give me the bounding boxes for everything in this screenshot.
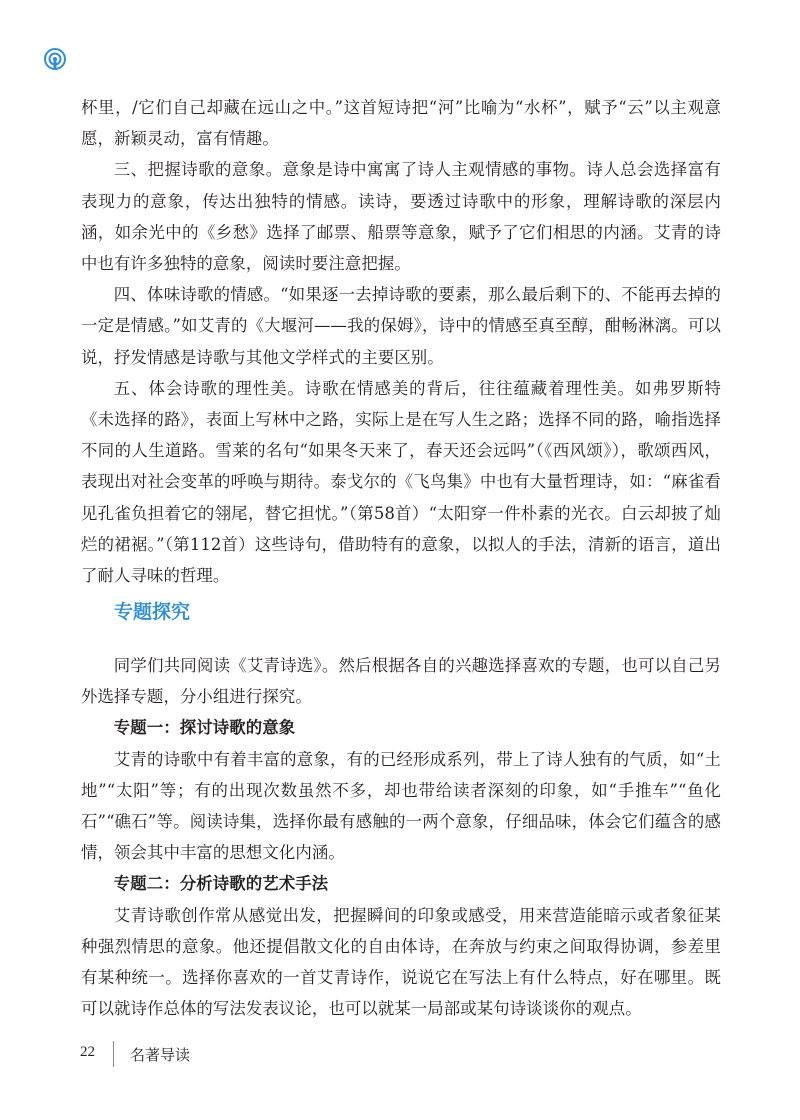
topic2-title: 专题二：分析诗歌的艺术手法	[113, 874, 329, 894]
paragraph-imagery: 三、把握诗歌的意象。意象是诗中寓寓了诗人主观情感的事物。诗人总会选择富有表现力的意象，传达出独特的情感。读诗，要透过诗歌中的形象，理解诗歌的深层内涵，如余光中的《乡愁》选择了邮票、船票等意象，赋予了它们相思的内涵。艾青的诗中也有许多独特的意象，阅读时要注意把握。	[81, 160, 721, 274]
section-body	[81, 650, 721, 1024]
book-title: 名著导读	[130, 1046, 191, 1064]
topic2-body: 艾青诗歌创作常从感觉出发，把握瞬间的印象或感受，用来营造能暗示或者象征某种强烈情思的意象。他还提倡散文化的自由体诗，在奔放与约束之间取得协调，参差里有某种统一。选择你喜欢的一首艾青诗作，说说它在写法上有什么特点，好在哪里。既可以就诗作总体的写法发表议论，也可以就某一局部或某句诗谈谈你的观点。	[81, 905, 721, 1019]
paragraph-continuation: 杯里，/它们自己却藏在远山之中。”这首短诗把“河”比喻为“水杯”，赋予“云”以主观意愿，新颖灵动，富有情趣。	[81, 98, 721, 149]
section-title: 专题探究	[114, 601, 191, 623]
topic1-title: 专题一：探讨诗歌的意象	[113, 718, 296, 738]
footer-divider	[113, 1041, 114, 1067]
paragraph-emotion: 四、体味诗歌的情感。“如果逐一去掉诗歌的要素，那么最后剩下的、不能再去掉的一定是情感。”如艾青的《大堰河——我的保姆》，诗中的情感至真至醇，酣畅淋漓。可以说，抒发情感是诗歌与其他文学样式的主要区别。	[81, 285, 721, 367]
section-intro: 同学们共同阅读《艾青诗选》。然后根据各自的兴趣选择喜欢的专题，也可以自己另外选择专题，分小组进行探究。	[81, 656, 721, 707]
page-number: 22	[80, 1044, 95, 1060]
top-text	[81, 92, 721, 591]
topic1-body: 艾青的诗歌中有着丰富的意象，有的已经形成系列，带上了诗人独有的气质，如“土地”“太阳”等；有的出现次数虽然不多，却也带给读者深刻的印象，如“手推车”“鱼化石”“礁石”等。阅读诗集，选择你最有感触的一两个意象，仔细品味，体会它们蕴含的感情，领会其中丰富的思想文化内涵。	[81, 749, 721, 863]
paragraph-rationality: 五、体会诗歌的理性美。诗歌在情感美的背后，往往蕴藏着理性美。如弗罗斯特《未选择的路》，表面上写林中之路，实际上是在写人生之路；选择不同的路，喻指选择不同的人生道路。雪莱的名句“如果冬天来了，春天还会远吗”（《西风颂》），歌颂西风，表现出对社会变革的呼唤与期待。泰戈尔的《飞鸟集》中也有大量哲理诗，如：“麻雀看见孔雀负担着它的翎尾，替它担忧。”（第58首）“太阳穿一件朴素的光衣。白云却披了灿烂的裙裾。”（第112首）这些诗句，借助特有的意象，以拟人的手法，清新的语言，道出了耐人寻味的哲理。	[81, 378, 721, 586]
audio-book-icon[interactable]	[44, 48, 66, 70]
